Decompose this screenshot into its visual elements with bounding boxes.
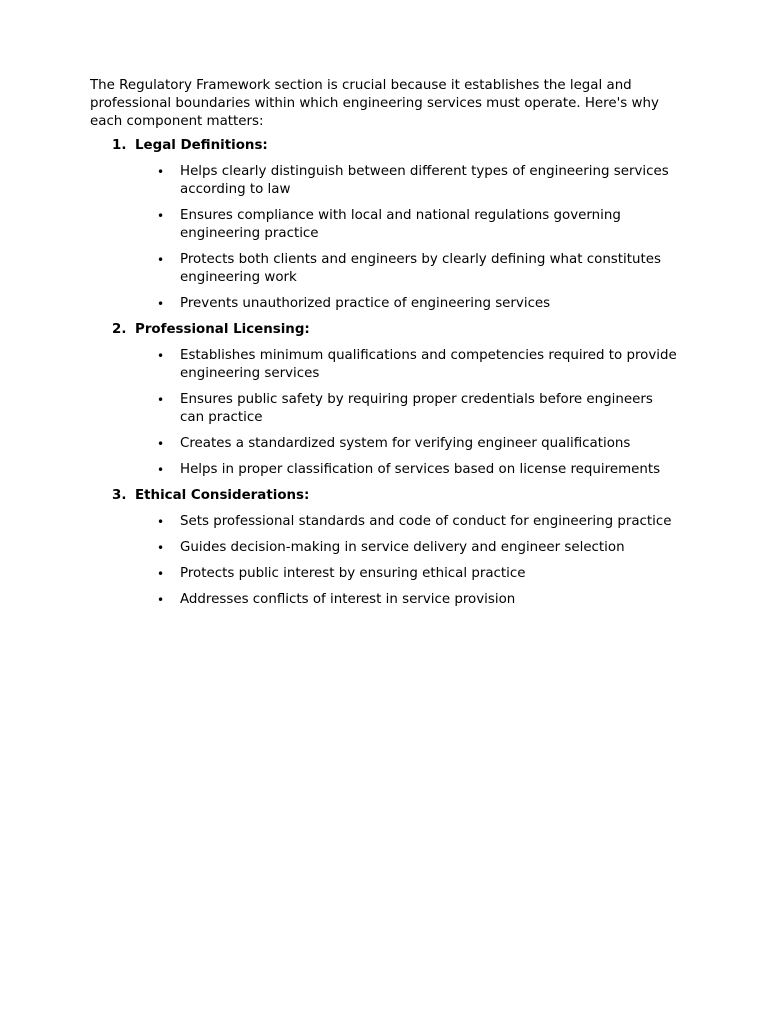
section-heading: Professional Licensing: xyxy=(135,322,310,337)
list-item-text: Addresses conflicts of interest in service provision xyxy=(180,592,516,607)
section-number: 2. xyxy=(112,322,127,337)
bullet-icon: • xyxy=(157,253,165,267)
list-item-text: Sets professional standards and code of conduct for engineering practice xyxy=(180,514,672,529)
list-item-text: Creates a standardized system for verifying engineer qualifications xyxy=(180,436,631,451)
list-item xyxy=(135,539,678,557)
section-number: 3. xyxy=(112,488,127,503)
bullet-icon: • xyxy=(157,437,165,451)
list-item-text: Guides decision-making in service delivery and engineer selection xyxy=(180,540,625,555)
list-item xyxy=(135,565,678,583)
bullet-icon: • xyxy=(157,593,165,607)
list-item xyxy=(135,513,678,531)
list-item-text: Ensures public safety by requiring proper credentials before engineers can practice xyxy=(180,392,653,425)
bullet-icon: • xyxy=(157,165,165,179)
bullet-icon: • xyxy=(157,393,165,407)
list-item-text: Ensures compliance with local and national regulations governing engineering practice xyxy=(180,208,621,241)
section-legal-definitions xyxy=(90,137,678,313)
bullet-icon: • xyxy=(157,209,165,223)
list-item xyxy=(135,347,678,383)
list-item xyxy=(135,207,678,243)
bullet-icon: • xyxy=(157,541,165,555)
list-item-text: Establishes minimum qualifications and competencies required to provide engineering services xyxy=(180,348,677,381)
bullet-icon: • xyxy=(157,349,165,363)
section-list xyxy=(90,137,678,609)
list-item-text: Protects both clients and engineers by clearly defining what constitutes engineering work xyxy=(180,252,661,285)
list-item-text: Helps in proper classification of services based on license requirements xyxy=(180,462,661,477)
bullet-icon: • xyxy=(157,463,165,477)
list-item xyxy=(135,295,678,313)
intro-paragraph: The Regulatory Framework section is crucial because it establishes the legal and professional boundaries within which engineering services must operate. Here's why each component matters: xyxy=(90,78,659,129)
bullet-icon: • xyxy=(157,515,165,529)
bullet-list xyxy=(135,347,678,479)
list-item-text: Prevents unauthorized practice of engineering services xyxy=(180,296,551,311)
section-professional-licensing xyxy=(90,321,678,479)
list-item xyxy=(135,163,678,199)
list-item xyxy=(135,461,678,479)
bullet-icon: • xyxy=(157,297,165,311)
list-item-text: Helps clearly distinguish between different types of engineering services according to law xyxy=(180,164,669,197)
list-item xyxy=(135,591,678,609)
section-heading: Legal Definitions: xyxy=(135,138,268,153)
bullet-list xyxy=(135,513,678,609)
list-item xyxy=(135,435,678,453)
bullet-icon: • xyxy=(157,567,165,581)
bullet-list xyxy=(135,163,678,313)
list-item xyxy=(135,251,678,287)
list-item-text: Protects public interest by ensuring ethical practice xyxy=(180,566,526,581)
section-number: 1. xyxy=(112,138,127,153)
list-item xyxy=(135,391,678,427)
section-ethical-considerations xyxy=(90,487,678,609)
section-heading: Ethical Considerations: xyxy=(135,488,310,503)
